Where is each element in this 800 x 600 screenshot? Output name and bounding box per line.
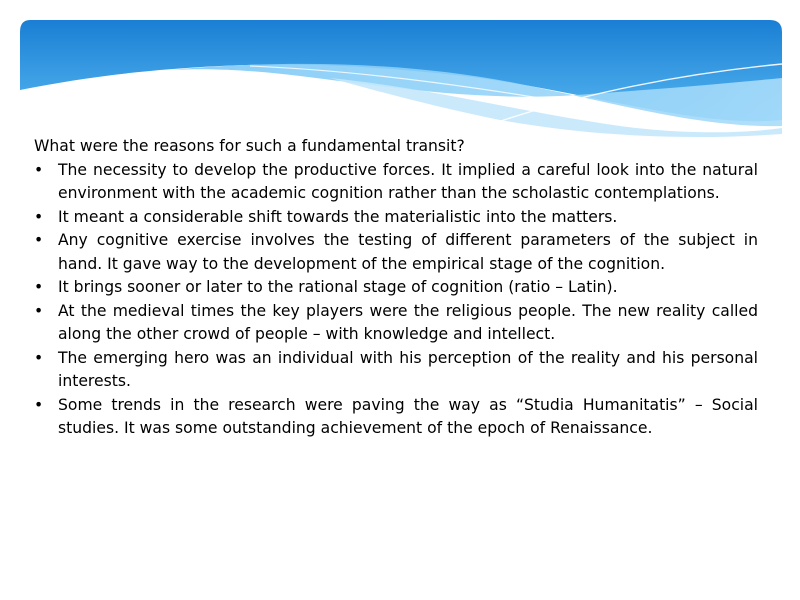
- bullet-icon: •: [34, 231, 44, 249]
- bullet-icon: •: [34, 301, 44, 320]
- intro-question: What were the reasons for such a fundamental transit?: [34, 137, 465, 155]
- bullet-icon: •: [34, 207, 44, 226]
- list-item: [34, 206, 758, 230]
- list-item-text: Some trends in the research were paving the way as “Studia Humanitatis” – Social studies. It was some outstanding achievement of the epoch of Renaissance.: [58, 395, 758, 437]
- list-item: [34, 276, 758, 300]
- wave-banner: [0, 0, 800, 140]
- bullet-list: [34, 159, 758, 441]
- list-item: [34, 159, 758, 206]
- bullet-icon: •: [34, 278, 44, 296]
- slide-content: [34, 135, 758, 441]
- list-item-text: Any cognitive exercise involves the testing of different parameters of the subject in hand. It gave way to the development of the empirical stage of the cognition.: [58, 231, 758, 273]
- list-item: [34, 347, 758, 394]
- bullet-icon: •: [34, 348, 44, 367]
- list-item-text: At the medieval times the key players were the religious people. The new reality called along the other crowd of people – with knowledge and intellect.: [58, 301, 758, 343]
- list-item: [34, 394, 758, 441]
- list-item-text: It brings sooner or later to the rational stage of cognition (ratio – Latin).: [58, 278, 618, 296]
- bullet-icon: •: [34, 395, 44, 414]
- bullet-icon: •: [34, 160, 44, 179]
- list-item-text: It meant a considerable shift towards the materialistic into the matters.: [58, 207, 618, 226]
- list-item-text: The emerging hero was an individual with his perception of the reality and his personal interests.: [58, 348, 758, 390]
- list-item: [34, 300, 758, 347]
- list-item-text: The necessity to develop the productive forces. It implied a careful look into the natural environment with the academic cognition rather than the scholastic contemplations.: [58, 160, 758, 202]
- list-item: [34, 229, 758, 276]
